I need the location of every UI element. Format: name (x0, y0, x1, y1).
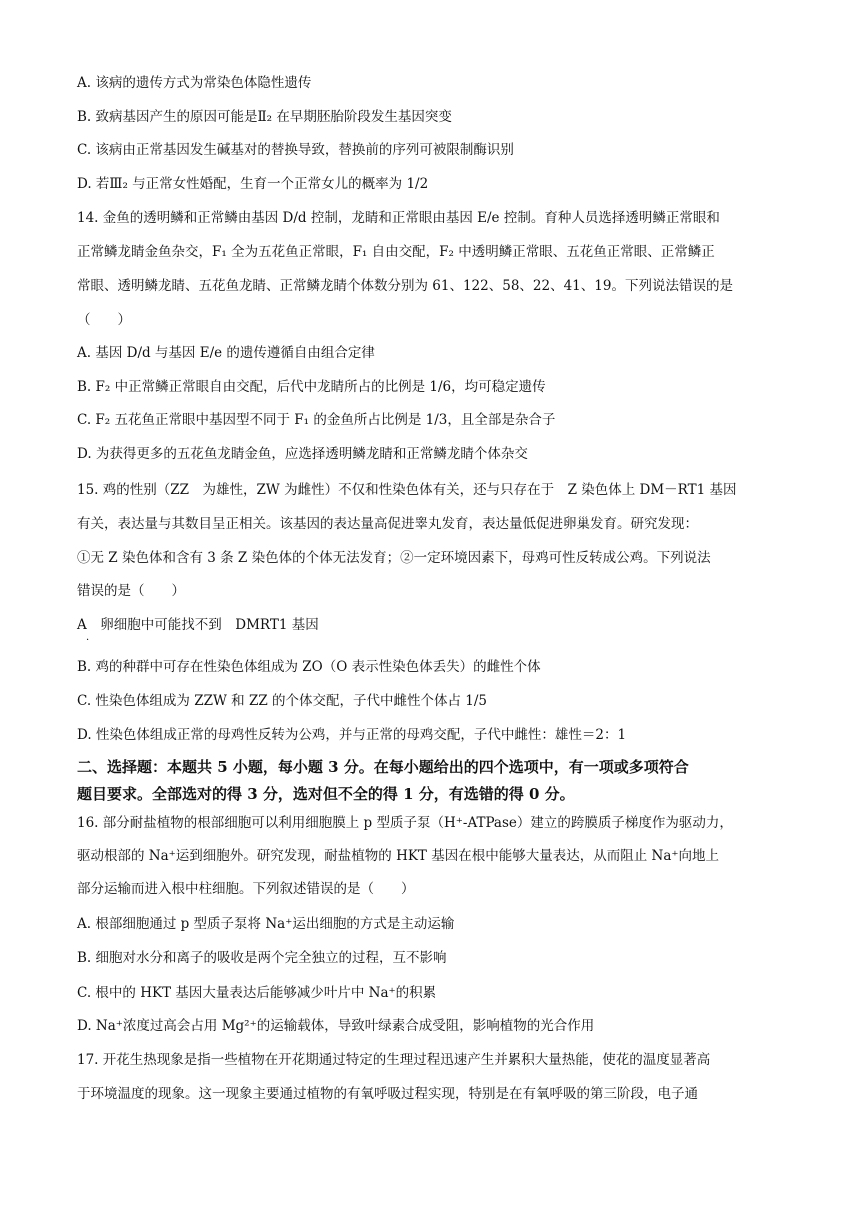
q16-option-d: D. Na⁺浓度过高会占用 Mg²⁺的运输载体，导致叶绿素合成受阻，影响植物的光合作用 (77, 1018, 595, 1034)
q14-option-c: C. F₂ 五花鱼正常眼中基因型不同于 F₁ 的金鱼所占比例是 1/3，且全部是杂合子 (77, 412, 556, 428)
q16-stem-line-2: 驱动根部的 Na⁺运到细胞外。研究发现，耐盐植物的 HKT 基因在根中能够大量表达，从而阻止 Na⁺向地上 (77, 848, 720, 864)
section-two-heading-line-2: 题目要求。全部选对的得 3 分，选对但不全的得 1 分，有选错的得 0 分。 (77, 785, 575, 803)
q16-stem-line-3: 部分运输而进入根中柱细胞。下列叙述错误的是（ ） (77, 881, 415, 897)
q16-stem-line-1: 16. 部分耐盐植物的根部细胞可以利用细胞膜上 p 型质子泵（H⁺-ATPase）建立的跨膜质子梯度作为驱动力， (77, 815, 733, 831)
q15-option-d: D. 性染色体组成正常的母鸡性反转为公鸡，并与正常的母鸡交配，子代中雌性：雄性＝2：1 (77, 727, 627, 743)
q13-option-b: B. 致病基因产生的原因可能是Ⅱ₂ 在早期胚胎阶段发生基因突变 (77, 109, 452, 125)
q16-option-c: C. 根中的 HKT 基因大量表达后能够减少叶片中 Na⁺的积累 (77, 985, 437, 1001)
q13-option-d: D. 若Ⅲ₂ 与正常女性婚配，生育一个正常女儿的概率为 1/2 (77, 176, 429, 192)
q14-option-d: D. 为获得更多的五花鱼龙睛金鱼，应选择透明鳞龙睛和正常鳞龙睛个体杂交 (77, 446, 528, 462)
q14-stem-line-3: 常眼、透明鳞龙睛、五花鱼龙睛、正常鳞龙睛个体数分别为 61、122、58、22、41、19。下列说法错误的是 (77, 278, 733, 294)
q16-option-b: B. 细胞对水分和离子的吸收是两个完全独立的过程，互不影响 (77, 950, 447, 966)
q15-option-a: A 卵细胞中可能找不到 DMRT1 基因 (77, 617, 319, 633)
q15-stem-line-3: ①无 Z 染色体和含有 3 条 Z 染色体的个体无法发育；②一定环境因素下，母鸡可性反转成公鸡。下列说法 (77, 550, 711, 566)
emphasis-dot: · (86, 635, 90, 646)
q14-answer-blank: （ ） (77, 312, 131, 328)
q15-option-b: B. 鸡的种群中可存在性染色体组成为 ZO（O 表示性染色体丢失）的雌性个体 (77, 659, 541, 675)
q14-stem-line-1: 14. 金鱼的透明鳞和正常鳞由基因 D/d 控制，龙睛和正常眼由基因 E/e 控制。育种人员选择透明鳞正常眼和 (77, 210, 720, 226)
q13-option-a: A. 该病的遗传方式为常染色体隐性遗传 (77, 75, 312, 91)
q17-stem-line-2: 于环境温度的现象。这一现象主要通过植物的有氧呼吸过程实现，特别是在有氧呼吸的第三阶段，电子通 (77, 1086, 698, 1102)
q15-option-c: C. 性染色体组成为 ZZW 和 ZZ 的个体交配，子代中雌性个体占 1/5 (77, 693, 488, 709)
q17-stem-line-1: 17. 开花生热现象是指一些植物在开花期通过特定的生理过程迅速产生并累积大量热能，使花的温度显著高 (77, 1052, 711, 1068)
q13-option-c: C. 该病由正常基因发生碱基对的替换导致，替换前的序列可被限制酶识别 (77, 142, 514, 158)
q15-stem-line-1: 15. 鸡的性别（ZZ 为雄性，ZW 为雌性）不仅和性染色体有关，还与只存在于 Z 染色体上 DM－RT1 基因 (77, 482, 737, 498)
q14-option-a: A. 基因 D/d 与基因 E/e 的遗传遵循自由组合定律 (77, 345, 375, 361)
q15-stem-line-4: 错误的是（ ） (77, 583, 185, 599)
q14-option-b: B. F₂ 中正常鳞正常眼自由交配，后代中龙睛所占的比例是 1/6，均可稳定遗传 (77, 379, 546, 395)
q14-stem-line-2: 正常鳞龙睛金鱼杂交，F₁ 全为五花鱼正常眼，F₁ 自由交配，F₂ 中透明鳞正常眼、五花鱼正常眼、正常鳞正 (77, 244, 715, 260)
q16-option-a: A. 根部细胞通过 p 型质子泵将 Na⁺运出细胞的方式是主动运输 (77, 916, 455, 932)
section-two-heading-line-1: 二、选择题：本题共 5 小题，每小题 3 分。在每小题给出的四个选项中，有一项或多项符合 (77, 758, 689, 776)
q15-stem-line-2: 有关，表达量与其数目呈正相关。该基因的表达量高促进睾丸发育，表达量低促进卵巢发育。研究发现： (77, 516, 698, 532)
